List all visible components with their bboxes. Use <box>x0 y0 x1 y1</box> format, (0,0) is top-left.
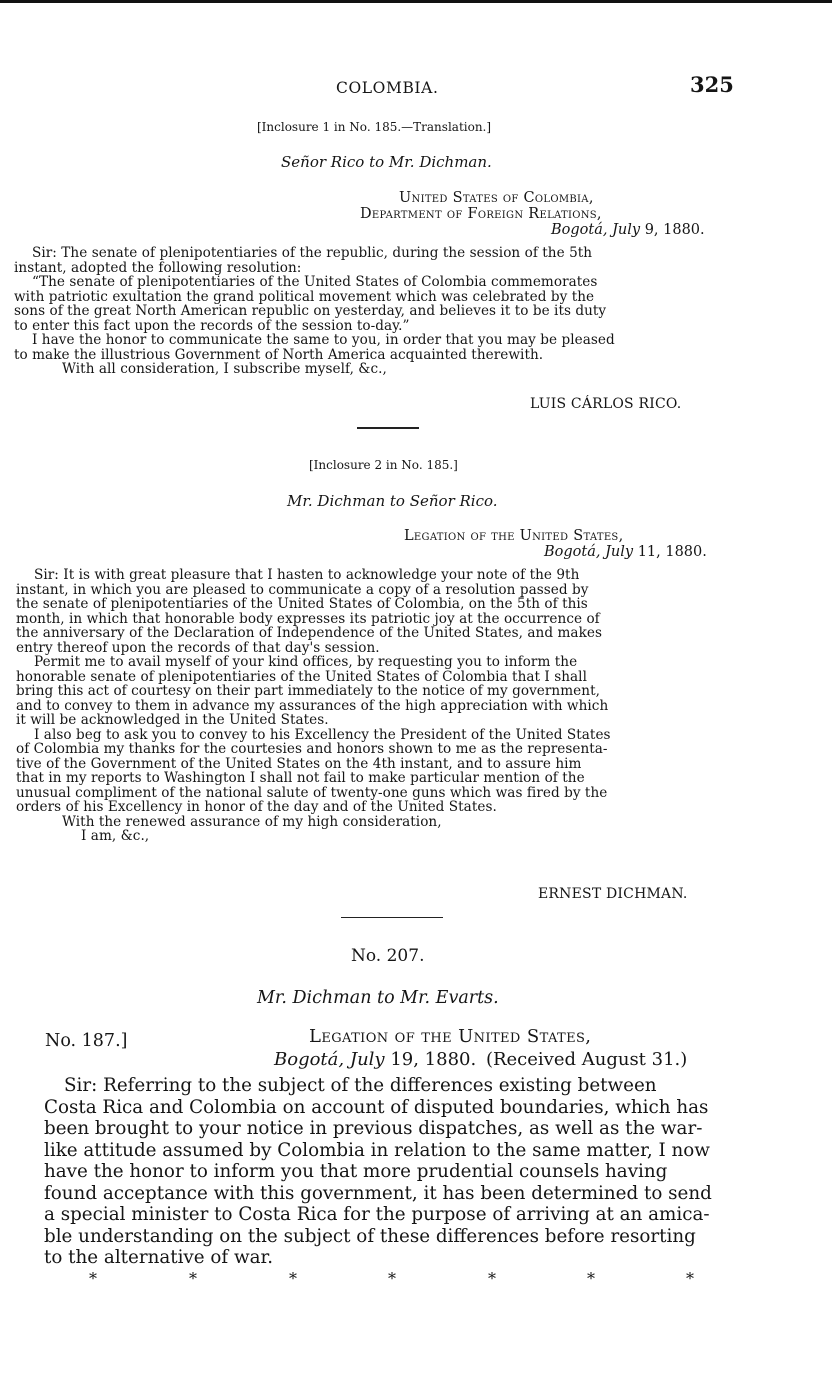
body-line: ble understanding on the subject of these differences before resorting <box>44 1225 696 1247</box>
inclosure-2-body <box>16 568 611 844</box>
body-line: to make the illustrious Government of North America acquainted therewith. <box>14 346 544 363</box>
inclosure-2-place: Bogotá, <box>544 544 601 560</box>
ellipsis-asterisk: * <box>488 1269 496 1288</box>
body-line: unusual compliment of the national salute of twenty-one guns which was fired by the <box>16 784 608 801</box>
body-line: and to convey to them in advance my assurances of the high appreciation with which <box>16 697 609 714</box>
body-line: instant, in which you are pleased to communicate a copy of a resolution passed by <box>16 581 589 598</box>
ellipsis-asterisk: * <box>289 1269 297 1288</box>
body-line: it will be acknowledged in the United States. <box>16 712 329 728</box>
body-line: with patriotic exultation the grand political movement which was celebrated by the <box>14 288 595 305</box>
inclosure-2-place-date <box>544 544 707 560</box>
body-line: Sir: It is with great pleasure that I hasten to acknowledge your note of the 9th <box>34 567 580 583</box>
body-line: I have the honor to communicate the same to you, in order that you may be pleased <box>32 332 615 348</box>
body-line: of Colombia my thanks for the courtesies and honors shown to me as the representa- <box>16 741 608 757</box>
inclosure-1-day: 9, 1880. <box>644 222 705 238</box>
document-month: July <box>349 1049 385 1070</box>
document-address: Legation of the United States, <box>309 1026 592 1047</box>
document-body <box>44 1075 712 1269</box>
inclosure-1-correspondents: Señor Rico to Mr. Dichman. <box>281 153 492 171</box>
dispatch-number: No. 187.] <box>45 1031 128 1051</box>
body-line: Sir: Referring to the subject of the differences existing between <box>64 1075 657 1096</box>
top-border <box>0 0 832 3</box>
body-line: like attitude assumed by Colombia in relation to the same matter, I now <box>44 1139 710 1161</box>
inclosure-2-correspondents: Mr. Dichman to Señor Rico. <box>287 492 498 510</box>
document-correspondents: Mr. Dichman to Mr. Evarts. <box>257 988 499 1008</box>
inclosure-1-address-line-2: Department of Foreign Relations, <box>360 206 602 222</box>
inclosure-1-month: July <box>612 222 641 238</box>
received-date: (Received August 31.) <box>485 1049 688 1070</box>
body-line: I also beg to ask you to convey to his Excellency the President of the United States <box>34 726 611 743</box>
body-line: month, in which that honorable body expresses its patriotic joy at the occurrence of <box>16 610 600 627</box>
inclosure-1-address-line-1: United States of Colombia, <box>399 190 594 206</box>
body-line: Sir: The senate of plenipotentiaries of the republic, during the session of the 5th <box>32 245 593 261</box>
body-line: “The senate of plenipotentiaries of the United States of Colombia commemorates <box>32 274 598 290</box>
body-line: entry thereof upon the records of that day's session. <box>16 639 380 656</box>
inclosure-2-day: 11, 1880. <box>637 544 707 560</box>
body-line: orders of his Excellency in honor of the day and of the United States. <box>16 799 497 815</box>
inclosure-1-heading: [Inclosure 1 in No. 185.—Translation.] <box>257 120 492 134</box>
body-line: a special minister to Costa Rica for the purpose of arriving at an amica- <box>44 1204 710 1225</box>
inclosure-2-signature: ERNEST DICHMAN. <box>538 886 688 902</box>
inclosure-2-heading: [Inclosure 2 in No. 185.] <box>309 458 458 472</box>
body-line: I am, &c., <box>81 828 150 844</box>
ellipsis-asterisk: * <box>686 1269 694 1288</box>
body-line: to the alternative of war. <box>44 1247 274 1268</box>
inclosure-1-place: Bogotá, <box>551 222 608 238</box>
page-number: 325 <box>690 72 734 97</box>
body-line: sons of the great North American republic on yesterday, and believes it to be its duty <box>14 303 607 319</box>
ellipsis-asterisk: * <box>189 1269 197 1288</box>
ellipsis-asterisk: * <box>587 1269 595 1288</box>
section-divider <box>357 427 419 429</box>
body-line: honorable senate of plenipotentiaries of the United States of Colombia that I shall <box>16 668 587 685</box>
inclosure-1-body <box>14 246 615 377</box>
body-line: Costa Rica and Colombia on account of disputed boundaries, which has <box>44 1096 709 1118</box>
inclosure-1-signature: LUIS CÁRLOS RICO. <box>530 396 682 412</box>
body-line: the senate of plenipotentiaries of the United States of Colombia, on the 5th of this <box>16 596 588 612</box>
body-line: found acceptance with this government, it has been determined to send <box>44 1182 712 1204</box>
body-line: With the renewed assurance of my high consideration, <box>62 813 442 830</box>
ellipsis-asterisk: * <box>89 1269 97 1288</box>
body-line: been brought to your notice in previous dispatches, as well as the war- <box>44 1118 703 1139</box>
inclosure-2-month: July <box>605 544 634 560</box>
body-line: that in my reports to Washington I shall not fail to make particular mention of the <box>16 770 585 786</box>
document-place: Bogotá, <box>274 1049 345 1070</box>
running-title: COLOMBIA. <box>336 79 439 97</box>
inclosure-1-place-date <box>551 222 705 238</box>
body-line: instant, adopted the following resolution: <box>14 259 302 276</box>
inclosure-2-address: Legation of the United States, <box>404 528 624 544</box>
body-line: to enter this fact upon the records of the session to-day.” <box>14 317 410 334</box>
body-line: the anniversary of the Declaration of Independence of the United States, and makes <box>16 625 602 641</box>
section-divider <box>341 917 443 918</box>
document-place-date <box>274 1049 687 1070</box>
document-number: No. 207. <box>351 946 425 966</box>
body-line: With all consideration, I subscribe myself, &c., <box>62 361 387 377</box>
body-line: Permit me to avail myself of your kind offices, by requesting you to inform the <box>34 654 578 670</box>
body-line: tive of the Government of the United States on the 4th instant, and to assure him <box>16 755 582 772</box>
document-day: 19, 1880. <box>390 1049 477 1070</box>
body-line: bring this act of courtesy on their part immediately to the notice of my government, <box>16 683 600 699</box>
ellipsis-asterisk: * <box>388 1269 396 1288</box>
body-line: have the honor to inform you that more prudential counsels having <box>44 1161 668 1182</box>
